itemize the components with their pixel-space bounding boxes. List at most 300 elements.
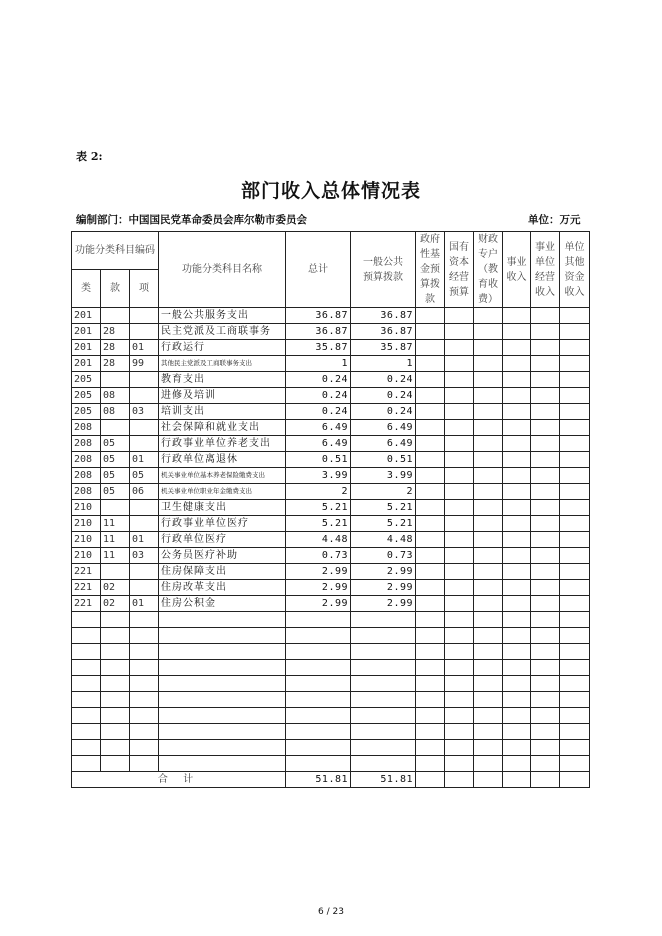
general-budget-cell: 0.73 xyxy=(351,548,416,564)
empty-cell xyxy=(531,500,560,516)
empty-cell xyxy=(416,756,445,772)
empty-row xyxy=(72,692,590,708)
empty-cell xyxy=(351,644,416,660)
kuan-cell xyxy=(101,420,130,436)
general-budget-cell: 0.24 xyxy=(351,388,416,404)
empty-cell xyxy=(560,724,590,740)
general-budget-cell: 2.99 xyxy=(351,580,416,596)
empty-cell xyxy=(101,676,130,692)
empty-cell xyxy=(416,676,445,692)
empty-cell xyxy=(474,532,503,548)
empty-cell xyxy=(130,660,159,676)
table-row xyxy=(72,372,590,388)
empty-cell xyxy=(159,724,286,740)
kuan-cell xyxy=(101,372,130,388)
general-budget-cell: 2 xyxy=(351,484,416,500)
name-cell: 民主党派及工商联事务 xyxy=(159,324,286,340)
empty-cell xyxy=(474,500,503,516)
other-income-header: 单位其他资金收入 xyxy=(560,232,590,308)
lei-cell: 208 xyxy=(72,452,101,468)
total-cell: 2.99 xyxy=(286,564,351,580)
empty-cell xyxy=(72,708,101,724)
general-budget-cell: 2.99 xyxy=(351,564,416,580)
empty-row xyxy=(72,708,590,724)
table-row xyxy=(72,356,590,372)
general-budget-cell: 6.49 xyxy=(351,420,416,436)
empty-row xyxy=(72,740,590,756)
kuan-cell: 02 xyxy=(101,580,130,596)
general-budget-cell: 0.51 xyxy=(351,452,416,468)
empty-cell xyxy=(531,308,560,324)
empty-cell xyxy=(503,356,531,372)
empty-cell xyxy=(474,308,503,324)
empty-cell xyxy=(531,692,560,708)
fiscal-special-header: 财政专户（教育收费） xyxy=(474,232,503,308)
empty-cell xyxy=(101,644,130,660)
empty-cell xyxy=(531,564,560,580)
empty-cell xyxy=(101,612,130,628)
empty-cell xyxy=(445,708,474,724)
empty-cell xyxy=(72,628,101,644)
empty-cell xyxy=(286,644,351,660)
empty-cell xyxy=(531,516,560,532)
empty-cell xyxy=(474,324,503,340)
empty-cell xyxy=(474,644,503,660)
empty-cell xyxy=(416,628,445,644)
empty-cell xyxy=(531,436,560,452)
empty-cell xyxy=(474,372,503,388)
lei-cell: 208 xyxy=(72,420,101,436)
empty-cell xyxy=(72,740,101,756)
empty-cell xyxy=(560,388,590,404)
empty-cell xyxy=(101,740,130,756)
name-cell: 行政事业单位医疗 xyxy=(159,516,286,532)
lei-cell: 201 xyxy=(72,340,101,356)
lei-cell: 221 xyxy=(72,580,101,596)
empty-cell xyxy=(474,516,503,532)
lei-cell: 208 xyxy=(72,484,101,500)
empty-cell xyxy=(72,692,101,708)
empty-cell xyxy=(130,628,159,644)
empty-cell xyxy=(130,692,159,708)
total-cell: 36.87 xyxy=(286,308,351,324)
empty-cell xyxy=(416,596,445,612)
state-capital-header: 国有资本经营预算 xyxy=(445,232,474,308)
general-budget-cell: 5.21 xyxy=(351,500,416,516)
empty-cell xyxy=(101,756,130,772)
name-cell: 公务员医疗补助 xyxy=(159,548,286,564)
empty-cell xyxy=(474,436,503,452)
empty-cell xyxy=(531,548,560,564)
empty-cell xyxy=(474,468,503,484)
empty-cell xyxy=(351,724,416,740)
empty-cell xyxy=(445,500,474,516)
xiang-cell: 01 xyxy=(130,596,159,612)
empty-cell xyxy=(560,612,590,628)
empty-cell xyxy=(130,756,159,772)
xiang-cell: 01 xyxy=(130,452,159,468)
lei-cell: 205 xyxy=(72,404,101,420)
kuan-cell: 11 xyxy=(101,532,130,548)
empty-cell xyxy=(560,628,590,644)
empty-cell xyxy=(474,772,503,788)
empty-row xyxy=(72,676,590,692)
empty-cell xyxy=(474,564,503,580)
total-row-label: 合 计 xyxy=(72,772,286,788)
empty-cell xyxy=(560,660,590,676)
empty-cell xyxy=(503,436,531,452)
general-budget-cell: 2.99 xyxy=(351,596,416,612)
empty-cell xyxy=(560,708,590,724)
empty-cell xyxy=(286,660,351,676)
empty-cell xyxy=(503,452,531,468)
table-number-label: 表 2: xyxy=(76,150,103,163)
table-row xyxy=(72,516,590,532)
lei-cell: 210 xyxy=(72,548,101,564)
empty-cell xyxy=(445,324,474,340)
empty-cell xyxy=(503,372,531,388)
kuan-cell: 05 xyxy=(101,484,130,500)
kuan-header: 款 xyxy=(101,270,130,308)
empty-cell xyxy=(445,420,474,436)
empty-cell xyxy=(159,756,286,772)
xiang-cell: 06 xyxy=(130,484,159,500)
empty-cell xyxy=(445,772,474,788)
empty-cell xyxy=(531,628,560,644)
empty-cell xyxy=(445,532,474,548)
kuan-cell: 11 xyxy=(101,548,130,564)
xiang-cell xyxy=(130,372,159,388)
table-row xyxy=(72,340,590,356)
empty-cell xyxy=(159,628,286,644)
empty-cell xyxy=(351,612,416,628)
name-cell: 机关事业单位基本养老保险缴费支出 xyxy=(159,468,286,484)
page-number: 6 / 23 xyxy=(318,907,344,917)
empty-cell xyxy=(72,644,101,660)
lei-cell: 201 xyxy=(72,356,101,372)
empty-cell xyxy=(445,596,474,612)
total-cell: 2.99 xyxy=(286,580,351,596)
empty-cell xyxy=(445,484,474,500)
empty-cell xyxy=(101,692,130,708)
empty-cell xyxy=(474,676,503,692)
empty-cell xyxy=(445,308,474,324)
empty-cell xyxy=(503,468,531,484)
empty-cell xyxy=(503,516,531,532)
grand-general-budget-cell: 51.81 xyxy=(351,772,416,788)
empty-cell xyxy=(351,660,416,676)
name-cell: 卫生健康支出 xyxy=(159,500,286,516)
empty-cell xyxy=(445,356,474,372)
xiang-cell xyxy=(130,308,159,324)
empty-cell xyxy=(531,740,560,756)
empty-cell xyxy=(474,404,503,420)
empty-cell xyxy=(416,548,445,564)
empty-cell xyxy=(560,644,590,660)
empty-cell xyxy=(474,388,503,404)
empty-cell xyxy=(445,580,474,596)
lei-cell: 205 xyxy=(72,388,101,404)
empty-cell xyxy=(416,516,445,532)
empty-cell xyxy=(531,324,560,340)
empty-cell xyxy=(416,692,445,708)
empty-cell xyxy=(531,356,560,372)
empty-cell xyxy=(531,452,560,468)
empty-cell xyxy=(560,548,590,564)
general-budget-cell: 4.48 xyxy=(351,532,416,548)
empty-cell xyxy=(503,772,531,788)
name-cell: 教育支出 xyxy=(159,372,286,388)
xiang-cell xyxy=(130,500,159,516)
lei-cell: 210 xyxy=(72,532,101,548)
empty-cell xyxy=(101,724,130,740)
empty-cell xyxy=(531,404,560,420)
empty-cell xyxy=(416,372,445,388)
table-row xyxy=(72,596,590,612)
empty-cell xyxy=(416,500,445,516)
general-budget-cell: 36.87 xyxy=(351,308,416,324)
empty-cell xyxy=(416,420,445,436)
empty-cell xyxy=(474,660,503,676)
empty-cell xyxy=(416,740,445,756)
empty-cell xyxy=(503,532,531,548)
name-cell: 社会保障和就业支出 xyxy=(159,420,286,436)
empty-cell xyxy=(531,676,560,692)
total-cell: 6.49 xyxy=(286,436,351,452)
empty-cell xyxy=(560,676,590,692)
empty-cell xyxy=(351,692,416,708)
empty-cell xyxy=(445,740,474,756)
kuan-cell xyxy=(101,564,130,580)
empty-cell xyxy=(474,580,503,596)
empty-cell xyxy=(130,676,159,692)
empty-cell xyxy=(503,420,531,436)
empty-cell xyxy=(286,756,351,772)
name-cell: 住房保障支出 xyxy=(159,564,286,580)
table-row xyxy=(72,436,590,452)
empty-cell xyxy=(445,660,474,676)
empty-cell xyxy=(416,772,445,788)
total-cell: 2.99 xyxy=(286,596,351,612)
total-cell: 0.51 xyxy=(286,452,351,468)
empty-cell xyxy=(101,628,130,644)
empty-cell xyxy=(416,484,445,500)
empty-cell xyxy=(474,340,503,356)
empty-cell xyxy=(560,404,590,420)
name-cell: 行政运行 xyxy=(159,340,286,356)
name-cell: 行政单位医疗 xyxy=(159,532,286,548)
general-budget-cell: 0.24 xyxy=(351,372,416,388)
empty-cell xyxy=(351,628,416,644)
empty-cell xyxy=(560,692,590,708)
empty-cell xyxy=(474,612,503,628)
empty-cell xyxy=(560,596,590,612)
kuan-cell xyxy=(101,500,130,516)
empty-cell xyxy=(130,612,159,628)
empty-cell xyxy=(416,468,445,484)
table-row xyxy=(72,420,590,436)
empty-cell xyxy=(531,468,560,484)
empty-cell xyxy=(560,468,590,484)
xiang-cell: 99 xyxy=(130,356,159,372)
total-cell: 3.99 xyxy=(286,468,351,484)
empty-cell xyxy=(560,452,590,468)
empty-cell xyxy=(286,692,351,708)
empty-cell xyxy=(72,660,101,676)
empty-cell xyxy=(286,708,351,724)
empty-cell xyxy=(474,740,503,756)
total-cell: 6.49 xyxy=(286,420,351,436)
table-row xyxy=(72,548,590,564)
empty-cell xyxy=(445,724,474,740)
empty-cell xyxy=(531,532,560,548)
empty-cell xyxy=(286,612,351,628)
empty-cell xyxy=(503,340,531,356)
general-budget-cell: 6.49 xyxy=(351,436,416,452)
empty-cell xyxy=(445,516,474,532)
empty-cell xyxy=(474,356,503,372)
empty-cell xyxy=(560,420,590,436)
name-cell: 住房改革支出 xyxy=(159,580,286,596)
table-row xyxy=(72,532,590,548)
empty-row xyxy=(72,644,590,660)
lei-header: 类 xyxy=(72,270,101,308)
empty-cell xyxy=(130,740,159,756)
empty-cell xyxy=(351,756,416,772)
name-cell: 机关事业单位职业年金缴费支出 xyxy=(159,484,286,500)
total-header: 总计 xyxy=(286,232,351,308)
empty-cell xyxy=(286,740,351,756)
empty-row xyxy=(72,612,590,628)
empty-cell xyxy=(474,596,503,612)
lei-cell: 201 xyxy=(72,308,101,324)
empty-cell xyxy=(445,452,474,468)
lei-cell: 210 xyxy=(72,516,101,532)
empty-cell xyxy=(531,340,560,356)
empty-cell xyxy=(72,612,101,628)
empty-cell xyxy=(159,740,286,756)
general-budget-cell: 1 xyxy=(351,356,416,372)
empty-cell xyxy=(416,436,445,452)
name-cell: 行政事业单位养老支出 xyxy=(159,436,286,452)
empty-cell xyxy=(445,388,474,404)
table-row xyxy=(72,484,590,500)
empty-cell xyxy=(416,724,445,740)
empty-cell xyxy=(503,596,531,612)
total-cell: 36.87 xyxy=(286,324,351,340)
kuan-cell: 11 xyxy=(101,516,130,532)
table-row xyxy=(72,324,590,340)
lei-cell: 201 xyxy=(72,324,101,340)
xiang-header: 项 xyxy=(130,270,159,308)
total-cell: 1 xyxy=(286,356,351,372)
empty-cell xyxy=(416,452,445,468)
empty-cell xyxy=(531,580,560,596)
empty-cell xyxy=(503,308,531,324)
empty-cell xyxy=(445,756,474,772)
empty-cell xyxy=(560,772,590,788)
empty-cell xyxy=(351,708,416,724)
empty-cell xyxy=(560,484,590,500)
empty-cell xyxy=(416,356,445,372)
empty-cell xyxy=(445,436,474,452)
empty-cell xyxy=(531,596,560,612)
empty-cell xyxy=(101,660,130,676)
empty-cell xyxy=(531,724,560,740)
empty-cell xyxy=(445,564,474,580)
empty-cell xyxy=(560,580,590,596)
lei-cell: 210 xyxy=(72,500,101,516)
empty-cell xyxy=(560,564,590,580)
empty-row xyxy=(72,660,590,676)
business-operating-header: 事业单位经营收入 xyxy=(531,232,560,308)
empty-cell xyxy=(474,452,503,468)
table-row xyxy=(72,580,590,596)
empty-cell xyxy=(503,628,531,644)
empty-cell xyxy=(445,676,474,692)
empty-cell xyxy=(474,724,503,740)
empty-cell xyxy=(531,772,560,788)
empty-cell xyxy=(130,724,159,740)
kuan-cell: 05 xyxy=(101,468,130,484)
empty-cell xyxy=(503,676,531,692)
empty-cell xyxy=(531,420,560,436)
xiang-cell xyxy=(130,436,159,452)
empty-cell xyxy=(560,372,590,388)
kuan-cell: 28 xyxy=(101,340,130,356)
lei-cell: 221 xyxy=(72,564,101,580)
empty-cell xyxy=(503,580,531,596)
empty-cell xyxy=(503,692,531,708)
empty-row xyxy=(72,628,590,644)
empty-cell xyxy=(560,324,590,340)
general-budget-cell: 35.87 xyxy=(351,340,416,356)
empty-cell xyxy=(416,612,445,628)
empty-cell xyxy=(560,340,590,356)
xiang-cell xyxy=(130,580,159,596)
empty-cell xyxy=(72,676,101,692)
empty-cell xyxy=(159,612,286,628)
total-cell: 5.21 xyxy=(286,500,351,516)
kuan-cell: 08 xyxy=(101,404,130,420)
business-income-header: 事业收入 xyxy=(503,232,531,308)
empty-cell xyxy=(560,516,590,532)
total-cell: 4.48 xyxy=(286,532,351,548)
total-cell: 5.21 xyxy=(286,516,351,532)
total-row xyxy=(72,772,590,788)
empty-cell xyxy=(531,372,560,388)
empty-cell xyxy=(445,404,474,420)
name-cell: 行政单位离退休 xyxy=(159,452,286,468)
table-row xyxy=(72,500,590,516)
empty-cell xyxy=(416,532,445,548)
total-cell: 0.24 xyxy=(286,372,351,388)
xiang-cell: 01 xyxy=(130,532,159,548)
empty-cell xyxy=(503,404,531,420)
page-title: 部门收入总体情况表 xyxy=(240,180,421,202)
xiang-cell: 03 xyxy=(130,548,159,564)
empty-cell xyxy=(531,660,560,676)
total-cell: 0.24 xyxy=(286,388,351,404)
empty-cell xyxy=(503,484,531,500)
empty-cell xyxy=(445,612,474,628)
table-row xyxy=(72,388,590,404)
table-row xyxy=(72,404,590,420)
empty-cell xyxy=(503,564,531,580)
empty-cell xyxy=(72,724,101,740)
xiang-cell: 03 xyxy=(130,404,159,420)
kuan-cell: 05 xyxy=(101,452,130,468)
